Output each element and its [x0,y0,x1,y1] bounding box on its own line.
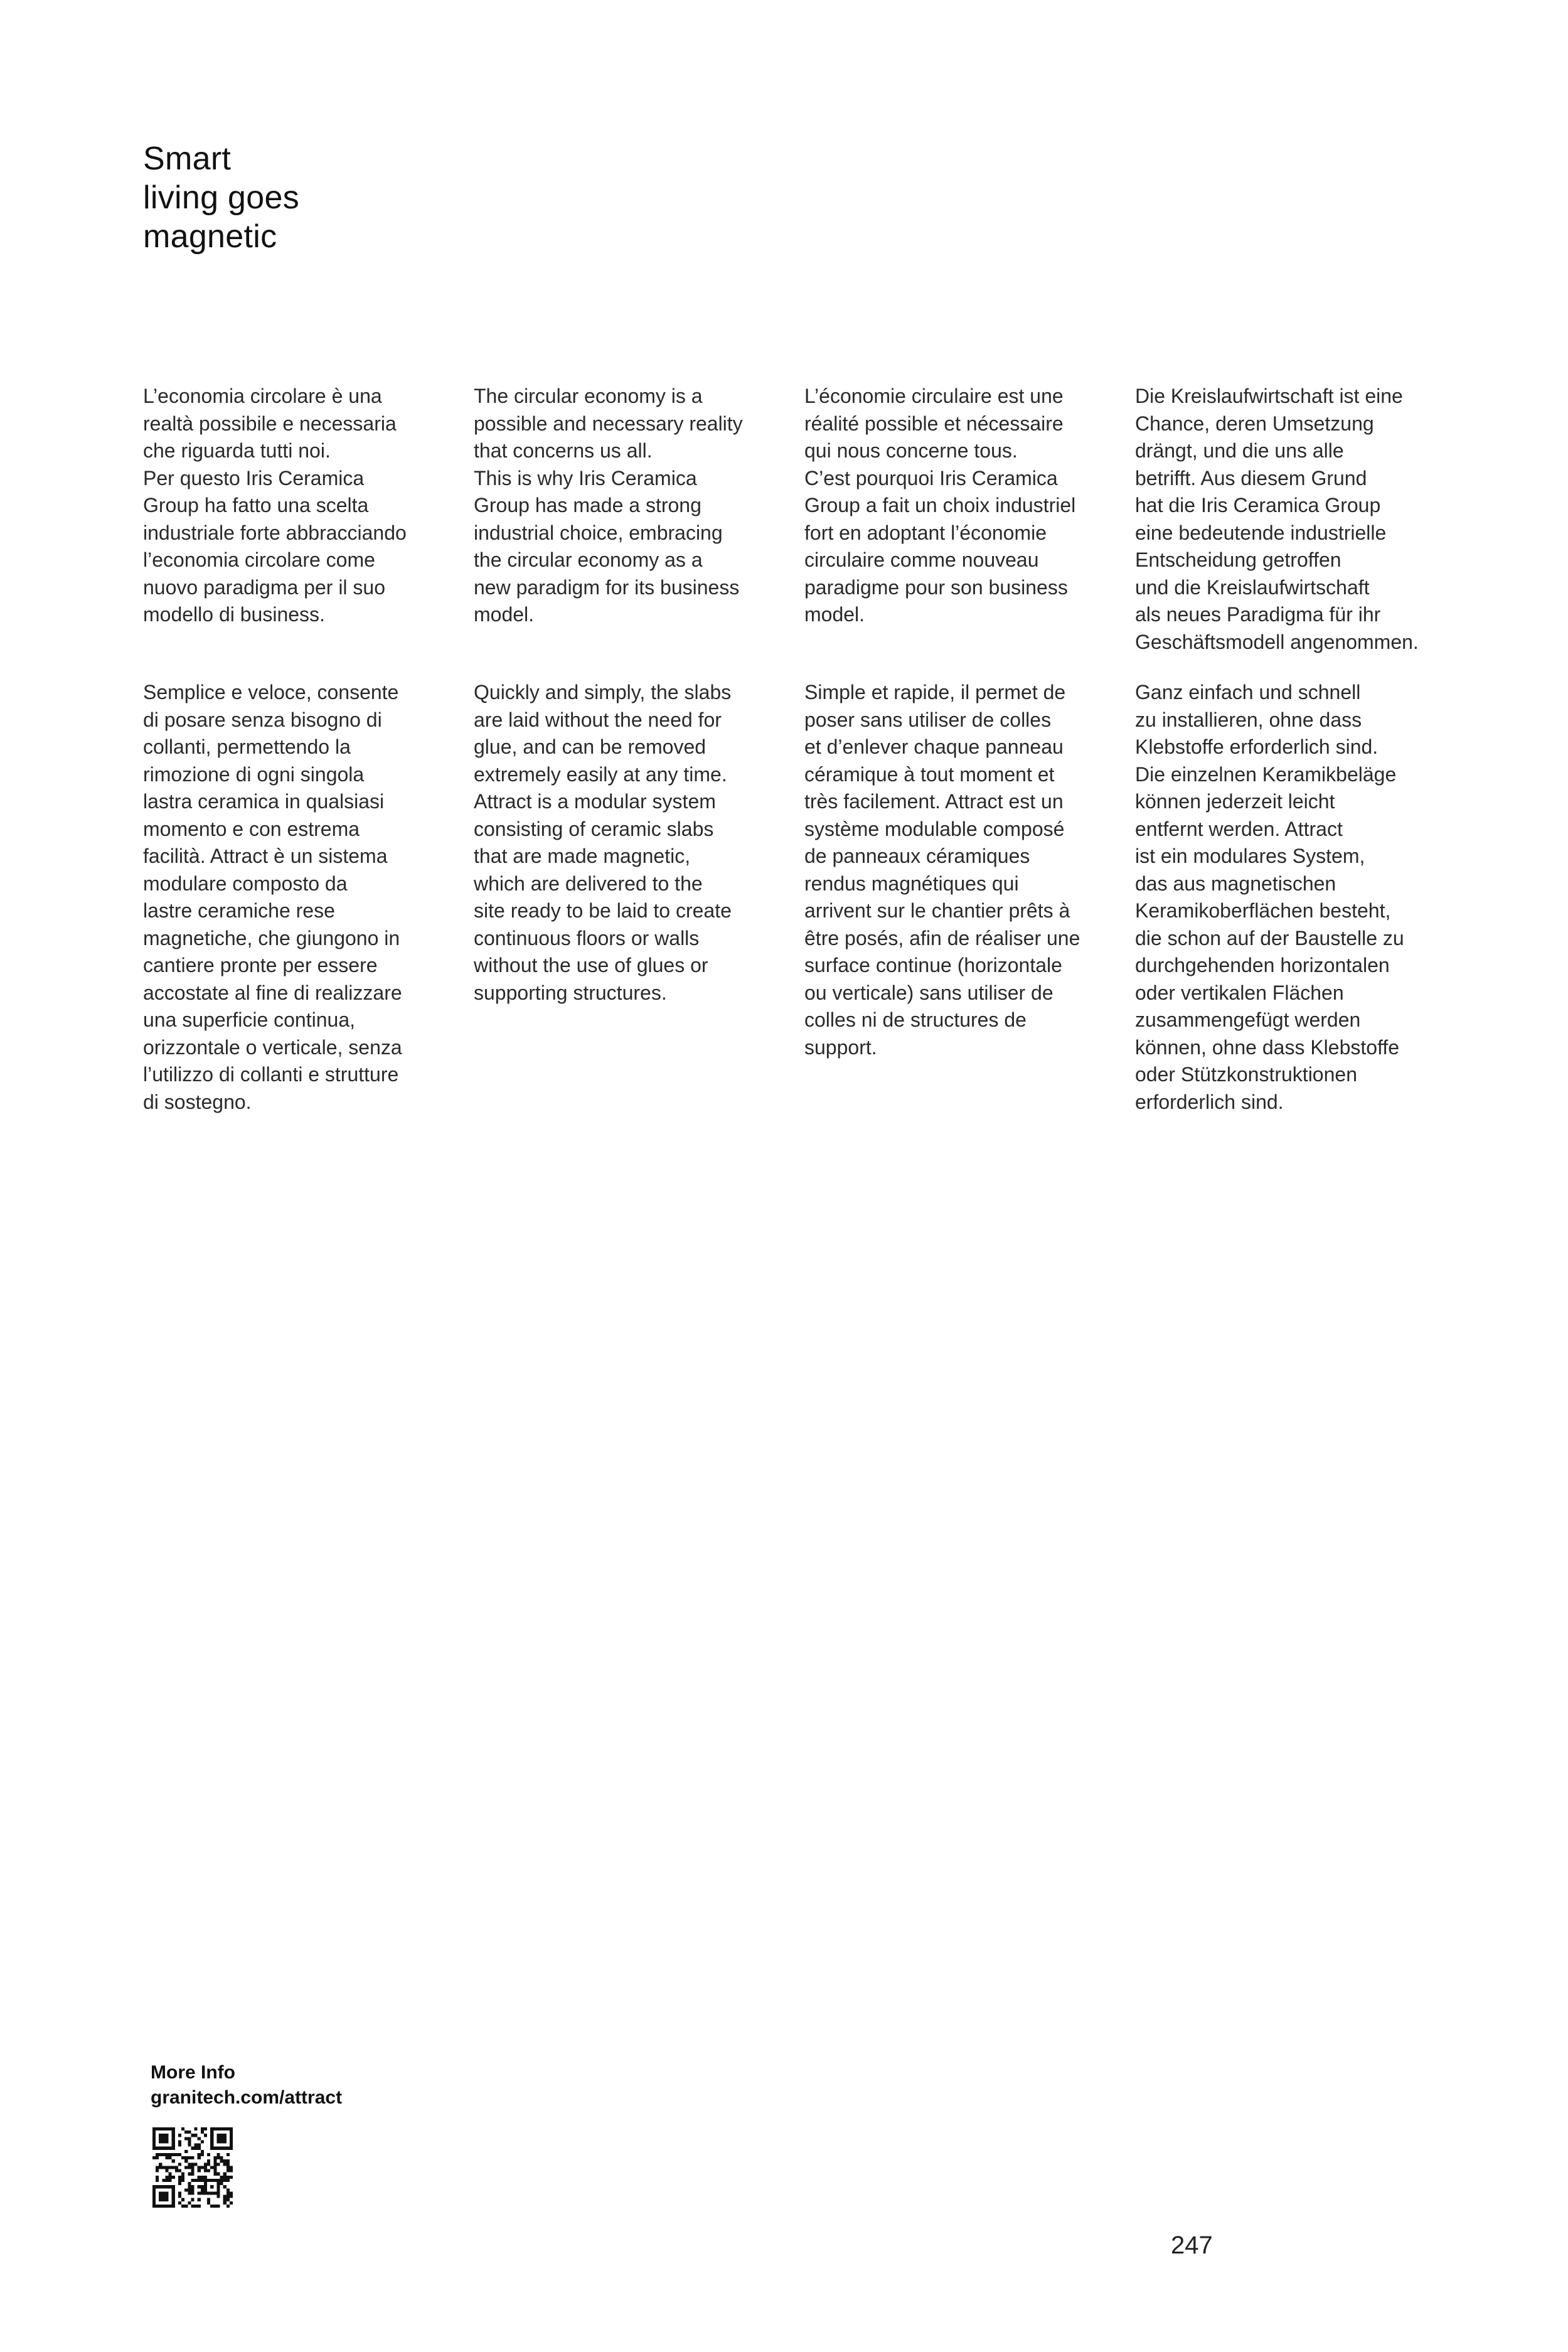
page-title [143,139,299,256]
column-english [474,383,775,1004]
qr-code-icon[interactable] [152,2127,233,2208]
title-line-1: Smart [143,141,232,177]
page-number: 247 [1171,2232,1213,2259]
detail-paragraph-en: Quickly and simply, the slabs are laid without the need for glue, and can be removed extremely easily at any time. Attract is a modular system consisting of ceramic slabs that are made magnetic, which are delivered to the site ready to be laid to create continuous floors or walls without the use of glues or supporting structures. [474,681,732,1004]
more-info-label: More Info [151,2062,235,2083]
column-german [1135,383,1436,1113]
intro-paragraph-de: Die Kreislaufwirtschaft ist eine Chance, deren Umsetzung drängt, und die uns alle betrifft. Aus diesem Grund hat die Iris Ceramica Group eine bedeutende industrielle Entscheidung getroffen und die Kreislaufwirtschaft als neues Paradigma für ihr Geschäftsmodell angenommen. [1135,385,1419,653]
intro-paragraph-fr: L’économie circulaire est une réalité possible et nécessaire qui nous concerne tous. C’est pourquoi Iris Ceramica Group a fait un choix industriel fort en adoptant l’économie circulaire comme nouveau paradigme pour son business model. [804,385,1076,626]
column-french [804,383,1106,1059]
more-info-block [151,2060,342,2110]
title-line-2: living goes [143,179,300,216]
intro-paragraph-en: The circular economy is a possible and necessary reality that concerns us all. This is why Iris Ceramica Group has made a strong industrial choice, embracing the circular economy as a new paradigm for its business model. [474,385,743,626]
intro-paragraph-it: L’economia circolare è una realtà possibile e necessaria che riguarda tutti noi. Per questo Iris Ceramica Group ha fatto una scelta industriale forte abbracciando l’economia circolare come nuovo paradigma per il suo modello di business. [143,385,407,626]
detail-paragraph-it: Semplice e veloce, consente di posare senza bisogno di collanti, permettendo la rimozione di ogni singola lastra ceramica in qualsiasi momento e con estrema facilità. Attract è un sistema modulare composto da lastre ceramiche rese magnetiche, che giungono in cantiere pronte per essere accostate al fine di realizzare una superficie continua, orizzontale o verticale, senza l’utilizzo di collanti e strutture di sostegno. [143,681,402,1113]
title-line-3: magnetic [143,218,277,255]
more-info-link[interactable]: granitech.com/attract [151,2087,343,2108]
column-italian [143,383,444,1113]
detail-paragraph-fr: Simple et rapide, il permet de poser sans utiliser de colles et d’enlever chaque panneau céramique à tout moment et très facilement. Attract est un système modulable composé de panneaux céramiques rendus magnétiques qui arrivent sur le chantier prêts à être posés, afin de réaliser une surface continue (horizontale ou verticale) sans utiliser de colles ni de structures de support. [804,681,1080,1059]
detail-paragraph-de: Ganz einfach und schnell zu installieren, ohne dass Klebstoffe erforderlich sind. Die einzelnen Keramikbeläge können jederzeit leicht entfernt werden. Attract ist ein modulares System, das aus magnetischen Keramikoberflächen besteht, die schon auf der Baustelle zu durchgehenden horizontalen oder vertikalen Flächen zusammengefügt werden können, ohne dass Klebstoffe oder Stützkonstruktionen erforderlich sind. [1135,681,1404,1113]
